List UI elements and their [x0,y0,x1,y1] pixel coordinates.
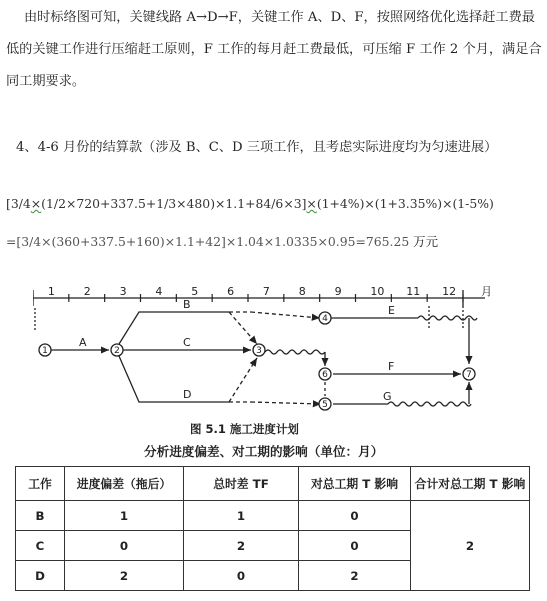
cell-deviation: 0 [65,531,184,561]
month-label: 1 [47,286,55,298]
work-c-label: C [183,336,191,349]
month-label: 9 [334,286,342,298]
month-label: 12 [442,286,457,298]
cell-total-float: 0 [184,561,299,591]
time-scaled-network-diagram [33,286,493,438]
cell-deviation: 1 [65,501,184,531]
node-2-label: 2 [114,346,120,356]
work-a-label: A [79,336,87,349]
formula-line-2 [6,232,438,250]
diagram-caption: 图 5.1 施工进度计划 [190,422,299,436]
cell-impact: 0 [299,501,411,531]
formula-1-part-c: (1/2×720+337.5+1/3×480)×1.1+84/6×3] [41,196,307,211]
month-label: 3 [119,286,127,298]
work-d-arrow [119,356,229,402]
cell-deviation: 2 [65,561,184,591]
formula-1-part-e: (1+4%)×(1+3.35%)×(1-5%) [316,196,494,211]
work-e-label: E [388,304,395,317]
cell-impact: 0 [299,531,411,561]
month-label: 10 [370,286,385,298]
month-unit-label: 月 [481,286,492,298]
node-1-label: 1 [42,346,48,356]
header-impact: 对总工期 T 影响 [299,467,411,501]
node-6-label: 6 [322,370,328,380]
node-3-label: 3 [256,346,262,356]
table-header-row [16,467,530,501]
header-work: 工作 [16,467,65,501]
table-title: 分析进度偏差、对工期的影响（单位：月） [144,444,384,459]
node-5-label: 5 [322,400,328,410]
analysis-table [15,466,530,591]
month-label: 5 [191,286,199,298]
formula-1-part-a: [3/4 [6,196,31,211]
cell-total-float: 1 [184,501,299,531]
month-label: 7 [262,286,270,298]
formula-line-1 [6,196,494,211]
cell-total-float: 2 [184,531,299,561]
header-total-impact: 合计对总工期 T 影响 [411,467,530,501]
node-7-label: 7 [466,370,472,380]
paragraph-critical-path: 由时标络图可知，关键线路 A→D→F，关键工作 A、D、F，按照网络优化选择赶工费最 [24,10,535,25]
work-b-arrow [119,312,229,344]
header-total-float: 总时差 TF [184,467,299,501]
cell-work: B [16,501,65,531]
month-label: 2 [83,286,91,298]
formula-2-part-a: =[3/4×(360+337.5+160)×1.1+42]×1.04×1.0335×0.95=765.25 [6,234,410,249]
work-f-label: F [388,360,395,373]
month-label: 6 [227,286,235,298]
cell-work: D [16,561,65,591]
work-d-label: D [183,388,192,401]
cell-work: C [16,531,65,561]
paragraph-settlement-heading: 4、4-6 月份的结算款（涉及 B、C、D 三项工作，且考虑实际进度均为匀速进展） [16,140,498,155]
formula-1-part-b: × [30,196,42,211]
work-b-label: B [183,298,191,311]
month-label: 8 [298,286,306,298]
month-label: 4 [155,286,163,298]
month-label: 11 [406,286,421,298]
formula-2-unit: 万元 [409,234,438,249]
paragraph-conclusion: 同工期要求。 [6,74,86,89]
work-g-label: G [383,390,392,403]
formula-1-part-d: × [306,196,317,211]
table-row [16,501,530,531]
header-deviation: 进度偏差（拖后） [65,467,184,501]
paragraph-compression-principle: 低的关键工作进行压缩赶工原则，F 工作的每月赶工费最低，可压缩 F 工作 2 个月，满足合 [6,42,542,57]
cell-impact: 2 [299,561,411,591]
node-4-label: 4 [322,314,328,324]
cell-total-impact: 2 [411,501,530,591]
